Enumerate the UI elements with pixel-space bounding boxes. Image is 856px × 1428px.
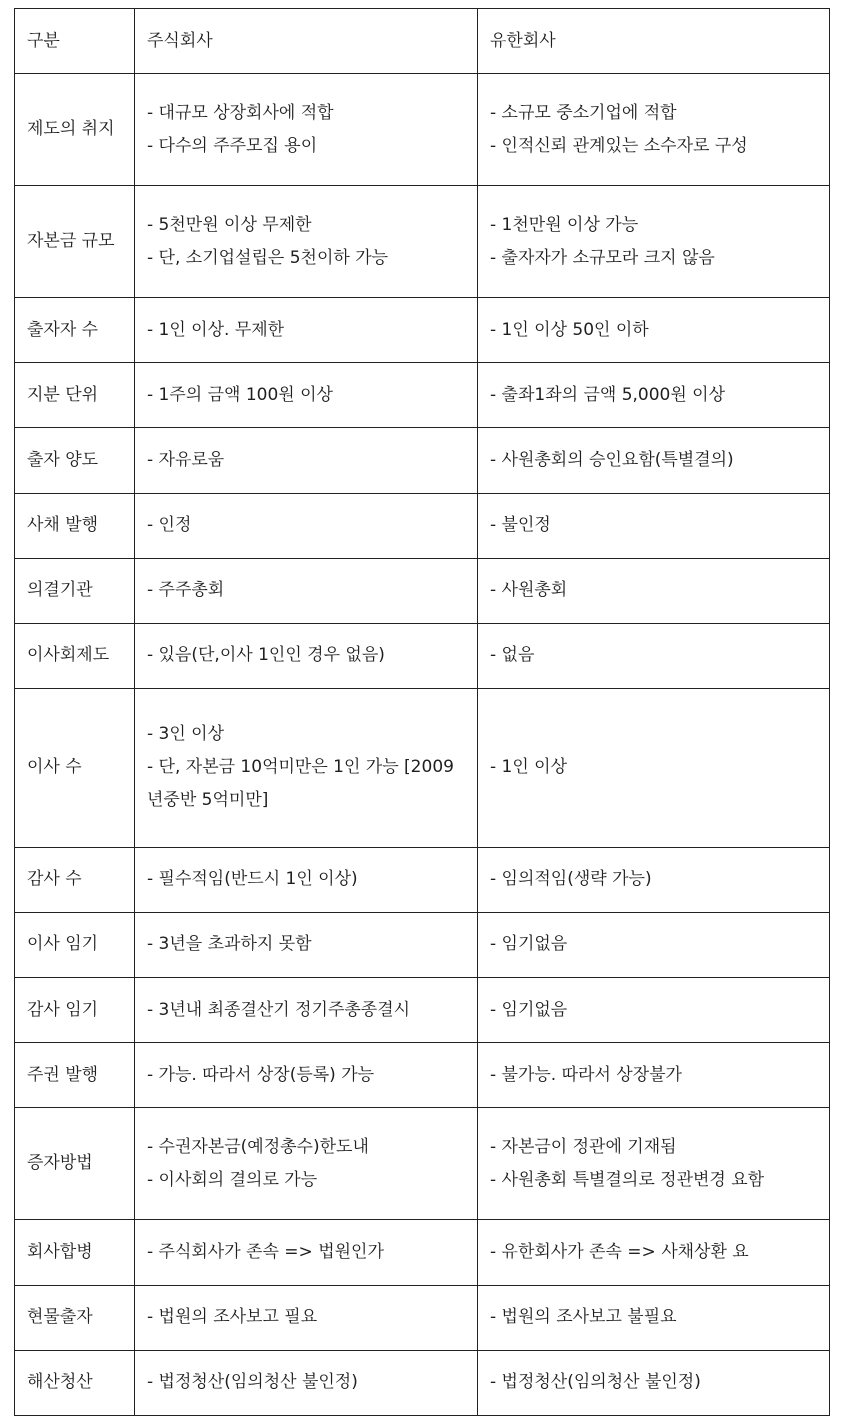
stock-company-cell — [135, 428, 478, 493]
cell-line: - 필수적임(반드시 1인 이상) — [147, 869, 358, 890]
row-label: 주권 발행 — [15, 1043, 135, 1108]
cell-line: - 소규모 중소기업에 적합 — [490, 102, 677, 123]
table-row — [15, 623, 830, 688]
limited-company-cell — [478, 978, 830, 1043]
limited-company-cell — [478, 1350, 830, 1415]
table-row — [15, 428, 830, 493]
cell-line: - 불인정 — [490, 515, 551, 536]
cell-line: - 법원의 조사보고 필요 — [147, 1307, 318, 1328]
limited-company-cell — [478, 428, 830, 493]
table-row — [15, 978, 830, 1043]
cell-line: - 유한회사가 존속 => 사채상환 요 — [490, 1241, 749, 1262]
limited-company-cell — [478, 689, 830, 848]
stock-company-cell — [135, 1220, 478, 1285]
cell-line: - 출좌1좌의 금액 5,000원 이상 — [490, 384, 726, 405]
cell-line: - 3년을 초과하지 못함 — [147, 934, 312, 955]
cell-line: - 사원총회 특별결의로 정관변경 요함 — [490, 1169, 765, 1190]
stock-company-cell — [135, 1043, 478, 1108]
header-category: 구분 — [15, 9, 135, 74]
cell-line: - 단, 자본금 10억미만은 1인 가능 [2009년중반 5억미만] — [147, 757, 454, 811]
cell-line: - 1주의 금액 100원 이상 — [147, 384, 333, 405]
cell-line: - 5천만원 이상 무제한 — [147, 214, 312, 235]
table-row — [15, 689, 830, 848]
table-row — [15, 1220, 830, 1285]
stock-company-cell — [135, 847, 478, 912]
cell-line: - 사원총회 — [490, 580, 568, 601]
cell-line: - 1인 이상. 무제한 — [147, 319, 285, 340]
cell-line: - 사원총회의 승인요함(특별결의) — [490, 449, 734, 470]
limited-company-cell — [478, 186, 830, 298]
table-row — [15, 1350, 830, 1415]
stock-company-cell — [135, 623, 478, 688]
limited-company-cell — [478, 493, 830, 558]
table-row — [15, 912, 830, 977]
row-label: 출자자 수 — [15, 298, 135, 363]
table-row — [15, 1285, 830, 1350]
table-row — [15, 1043, 830, 1108]
cell-line: - 법정청산(임의청산 불인정) — [490, 1372, 701, 1393]
row-label: 출자 양도 — [15, 428, 135, 493]
cell-line: - 주주총회 — [147, 580, 225, 601]
cell-line: - 임의적임(생략 가능) — [490, 869, 652, 890]
stock-company-cell — [135, 689, 478, 848]
stock-company-cell — [135, 558, 478, 623]
cell-line: - 단, 소기업설립은 5천이하 가능 — [147, 247, 389, 268]
row-label: 이사회제도 — [15, 623, 135, 688]
header-limited-company: 유한회사 — [478, 9, 830, 74]
stock-company-cell — [135, 363, 478, 428]
cell-line: - 이사회의 결의로 가능 — [147, 1169, 318, 1190]
stock-company-cell — [135, 74, 478, 186]
cell-line: - 법원의 조사보고 불필요 — [490, 1307, 677, 1328]
cell-line: - 대규모 상장회사에 적합 — [147, 102, 334, 123]
row-label: 제도의 취지 — [15, 74, 135, 186]
limited-company-cell — [478, 558, 830, 623]
row-label: 현물출자 — [15, 1285, 135, 1350]
row-label: 의결기관 — [15, 558, 135, 623]
limited-company-cell — [478, 74, 830, 186]
cell-line: - 3년내 최종결산기 정기주총종결시 — [147, 999, 411, 1020]
cell-line: - 불가능. 따라서 상장불가 — [490, 1064, 682, 1085]
cell-line: - 1천만원 이상 가능 — [490, 214, 639, 235]
table-row — [15, 186, 830, 298]
limited-company-cell — [478, 363, 830, 428]
table-row — [15, 363, 830, 428]
limited-company-cell — [478, 1108, 830, 1220]
cell-line: - 있음(단,이사 1인인 경우 없음) — [147, 645, 385, 666]
table-body — [15, 9, 830, 1416]
row-label: 감사 임기 — [15, 978, 135, 1043]
stock-company-cell — [135, 1285, 478, 1350]
cell-line: - 자본금이 정관에 기재됨 — [490, 1136, 677, 1157]
table-row — [15, 493, 830, 558]
row-label: 해산청산 — [15, 1350, 135, 1415]
limited-company-cell — [478, 623, 830, 688]
cell-line: - 수권자본금(예정총수)한도내 — [147, 1136, 369, 1157]
cell-line: - 인정 — [147, 515, 192, 536]
table-row — [15, 74, 830, 186]
stock-company-cell — [135, 493, 478, 558]
table-row — [15, 847, 830, 912]
table-row — [15, 298, 830, 363]
cell-line: - 자유로움 — [147, 449, 225, 470]
stock-company-cell — [135, 186, 478, 298]
cell-line: - 가능. 따라서 상장(등록) 가능 — [147, 1064, 375, 1085]
cell-line: - 없음 — [490, 645, 535, 666]
row-label: 이사 임기 — [15, 912, 135, 977]
cell-line: - 주식회사가 존속 => 법원인가 — [147, 1241, 384, 1262]
stock-company-cell — [135, 298, 478, 363]
cell-line: - 법정청산(임의청산 불인정) — [147, 1372, 358, 1393]
stock-company-cell — [135, 912, 478, 977]
row-label: 회사합병 — [15, 1220, 135, 1285]
limited-company-cell — [478, 1220, 830, 1285]
cell-line: - 1인 이상 50인 이하 — [490, 319, 649, 340]
row-label: 증자방법 — [15, 1108, 135, 1220]
header-row — [15, 9, 830, 74]
cell-line: - 출자자가 소규모라 크지 않음 — [490, 247, 715, 268]
table-row — [15, 1108, 830, 1220]
cell-line: - 3인 이상 — [147, 724, 225, 745]
row-label: 감사 수 — [15, 847, 135, 912]
cell-line: - 다수의 주주모집 용이 — [147, 135, 318, 156]
limited-company-cell — [478, 1043, 830, 1108]
cell-line: - 1인 이상 — [490, 757, 568, 778]
stock-company-cell — [135, 978, 478, 1043]
stock-company-cell — [135, 1108, 478, 1220]
cell-line: - 인적신뢰 관계있는 소수자로 구성 — [490, 135, 748, 156]
comparison-table — [14, 8, 830, 1416]
row-label: 이사 수 — [15, 689, 135, 848]
limited-company-cell — [478, 298, 830, 363]
cell-line: - 임기없음 — [490, 934, 568, 955]
limited-company-cell — [478, 1285, 830, 1350]
stock-company-cell — [135, 1350, 478, 1415]
limited-company-cell — [478, 912, 830, 977]
limited-company-cell — [478, 847, 830, 912]
row-label: 자본금 규모 — [15, 186, 135, 298]
row-label: 사채 발행 — [15, 493, 135, 558]
table-row — [15, 558, 830, 623]
row-label: 지분 단위 — [15, 363, 135, 428]
header-stock-company: 주식회사 — [135, 9, 478, 74]
cell-line: - 임기없음 — [490, 999, 568, 1020]
